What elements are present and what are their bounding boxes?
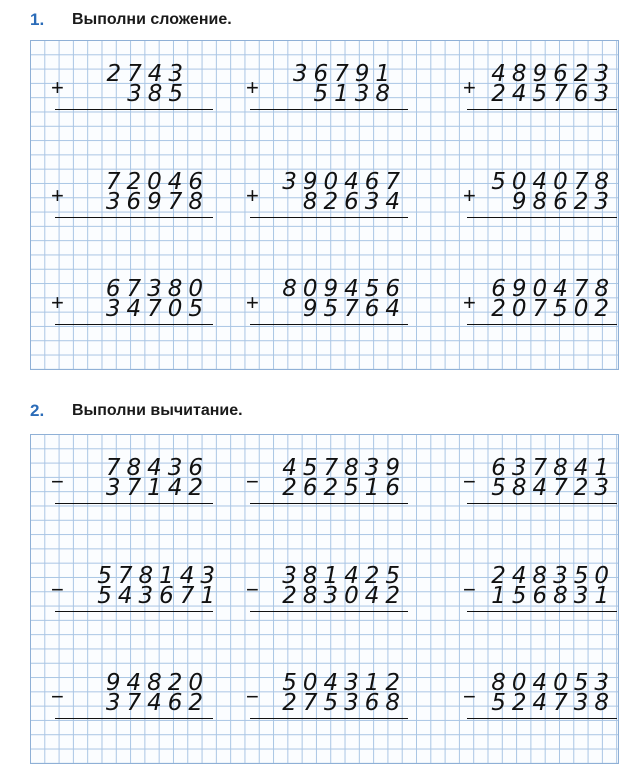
difference-line: [55, 503, 213, 504]
bottom-operand: 98623: [511, 189, 615, 215]
minus-sign: −: [51, 577, 64, 602]
bottom-operand: 283042: [282, 583, 406, 609]
difference-line: [250, 503, 408, 504]
sum-line: [55, 217, 213, 218]
difference-line: [467, 718, 617, 719]
bottom-operand: 36978: [105, 189, 209, 215]
subtraction-problem: [51, 670, 211, 721]
top-operand: 457839: [282, 455, 406, 481]
subtraction-problem: [246, 563, 406, 614]
bottom-operand: 95764: [302, 296, 406, 322]
minus-sign: −: [463, 469, 476, 494]
bottom-operand: 5138: [313, 81, 396, 107]
top-operand: 36791: [292, 61, 396, 87]
addition-problem: [463, 61, 615, 112]
top-operand: 637841: [491, 455, 615, 481]
addition-problem: [51, 61, 211, 112]
minus-sign: −: [51, 469, 64, 494]
addition-problem: [51, 276, 211, 327]
subtraction-problem: [51, 455, 211, 506]
subtraction-problem: [246, 455, 406, 506]
plus-sign: +: [51, 75, 64, 100]
top-operand: 248350: [491, 563, 615, 589]
bottom-operand: 34705: [105, 296, 209, 322]
minus-sign: −: [246, 684, 259, 709]
top-operand: 381425: [282, 563, 406, 589]
bottom-operand: 37142: [105, 475, 209, 501]
difference-line: [250, 611, 408, 612]
sum-line: [467, 109, 617, 110]
bottom-operand: 245763: [491, 81, 615, 107]
difference-line: [467, 611, 617, 612]
top-operand: 2743: [106, 61, 189, 87]
plus-sign: +: [246, 290, 259, 315]
bottom-operand: 524738: [491, 690, 615, 716]
sum-line: [55, 324, 213, 325]
sum-line: [467, 324, 617, 325]
difference-line: [467, 503, 617, 504]
top-operand: 809456: [282, 276, 406, 302]
bottom-operand: 156831: [491, 583, 615, 609]
bottom-operand: 385: [127, 81, 189, 107]
section-title: Выполни сложение.: [72, 11, 232, 28]
addition-problem: [246, 169, 406, 220]
addition-problem: [246, 61, 406, 112]
top-operand: 94820: [105, 670, 209, 696]
difference-line: [55, 718, 213, 719]
addition-problem: [463, 276, 615, 327]
bottom-operand: 37462: [105, 690, 209, 716]
addition-problem: [246, 276, 406, 327]
subtraction-problem: [463, 455, 615, 506]
bottom-operand: 262516: [282, 475, 406, 501]
section-number: 2.: [30, 401, 45, 420]
section-2-header: [0, 397, 632, 425]
subtraction-problem: [463, 670, 615, 721]
top-operand: 578143: [97, 563, 221, 589]
sum-line: [250, 109, 408, 110]
sum-line: [250, 217, 408, 218]
subtraction-grid: [30, 434, 619, 764]
top-operand: 690478: [491, 276, 615, 302]
bottom-operand: 584723: [491, 475, 615, 501]
top-operand: 72046: [105, 169, 209, 195]
plus-sign: +: [51, 290, 64, 315]
top-operand: 489623: [491, 61, 615, 87]
top-operand: 78436: [105, 455, 209, 481]
section-title: Выполни вычитание.: [72, 402, 243, 419]
bottom-operand: 82634: [302, 189, 406, 215]
subtraction-problem: [463, 563, 615, 614]
minus-sign: −: [246, 469, 259, 494]
minus-sign: −: [463, 684, 476, 709]
minus-sign: −: [51, 684, 64, 709]
sum-line: [250, 324, 408, 325]
plus-sign: +: [463, 290, 476, 315]
difference-line: [250, 718, 408, 719]
minus-sign: −: [463, 577, 476, 602]
top-operand: 804053: [491, 670, 615, 696]
sum-line: [55, 109, 213, 110]
difference-line: [55, 611, 213, 612]
plus-sign: +: [246, 183, 259, 208]
sum-line: [467, 217, 617, 218]
section-number: 1.: [30, 10, 45, 29]
bottom-operand: 207502: [491, 296, 615, 322]
top-operand: 504312: [282, 670, 406, 696]
plus-sign: +: [463, 183, 476, 208]
top-operand: 67380: [105, 276, 209, 302]
top-operand: 390467: [282, 169, 406, 195]
subtraction-problem: [246, 670, 406, 721]
minus-sign: −: [246, 577, 259, 602]
addition-grid: [30, 40, 619, 370]
addition-problem: [51, 169, 211, 220]
subtraction-problem: [51, 563, 221, 614]
bottom-operand: 543671: [97, 583, 221, 609]
plus-sign: +: [51, 183, 64, 208]
section-1-header: [0, 6, 632, 34]
plus-sign: +: [246, 75, 259, 100]
plus-sign: +: [463, 75, 476, 100]
addition-problem: [463, 169, 615, 220]
bottom-operand: 275368: [282, 690, 406, 716]
top-operand: 504078: [491, 169, 615, 195]
